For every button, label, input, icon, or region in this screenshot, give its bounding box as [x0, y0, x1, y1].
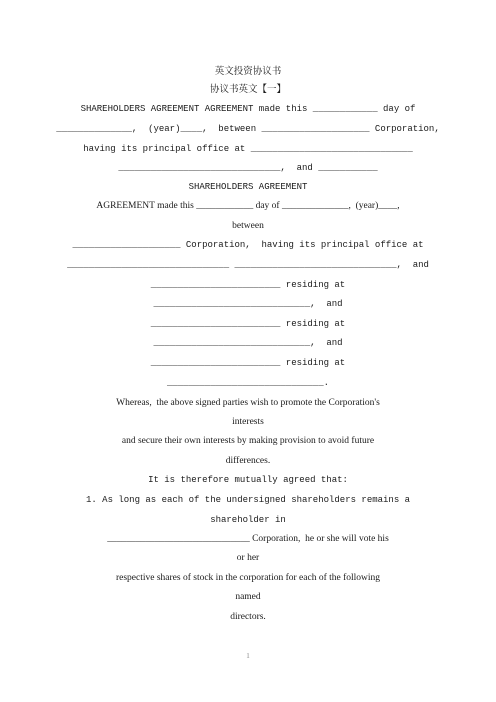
text-line: differences.: [225, 456, 271, 466]
text-line: interests: [232, 417, 264, 427]
document-subtitle: 协议书英文【一】: [209, 84, 286, 95]
text-line: shareholder in: [210, 515, 286, 525]
text-line: _____________________________, and: [153, 299, 343, 309]
text-line: directors.: [230, 612, 266, 622]
text-line: named: [235, 592, 261, 602]
text-line: It is therefore mutually agreed that:: [148, 475, 348, 485]
text-line: SHAREHOLDERS AGREEMENT AGREEMENT made this ____________ day of: [80, 104, 416, 114]
text-line: ________________________ residing at: [150, 358, 346, 368]
text-line: ______________, (year)____, between ____________________ Corporation,: [56, 124, 440, 134]
text-line: 1. As long as each of the undersigned shareholders remains a: [85, 495, 411, 505]
text-line: having its principal office at ______________________________: [83, 144, 413, 154]
text-line: _____________________________, and: [153, 338, 343, 348]
text-line: Whereas, the above signed parties wish to promote the Corporation's: [116, 398, 380, 408]
text-line: ______________________________ ______________________________, and: [67, 260, 429, 270]
text-line: ______________________________, and ___________: [118, 163, 378, 173]
text-line: ________________________ residing at: [150, 319, 346, 329]
text-line: and secure their own interests by making provision to avoid future: [121, 436, 375, 446]
text-line: ____________________ Corporation, having its principal office at: [72, 240, 424, 250]
text-line: respective shares of stock in the corporation for each of the following: [115, 573, 381, 583]
text-line: ______________________________ Corporation, he or she will vote his: [107, 534, 389, 544]
text-line: ________________________ residing at: [150, 280, 346, 290]
text-line: _____________________________.: [166, 378, 330, 388]
page-number: 1: [246, 652, 250, 660]
text-line: between: [232, 221, 264, 231]
section-heading: SHAREHOLDERS AGREEMENT: [188, 182, 308, 192]
text-line: AGREEMENT made this ____________ day of ______________, (year)____,: [96, 201, 400, 211]
document-title: 英文投资协议书: [214, 66, 282, 77]
text-line: or her: [236, 553, 260, 563]
